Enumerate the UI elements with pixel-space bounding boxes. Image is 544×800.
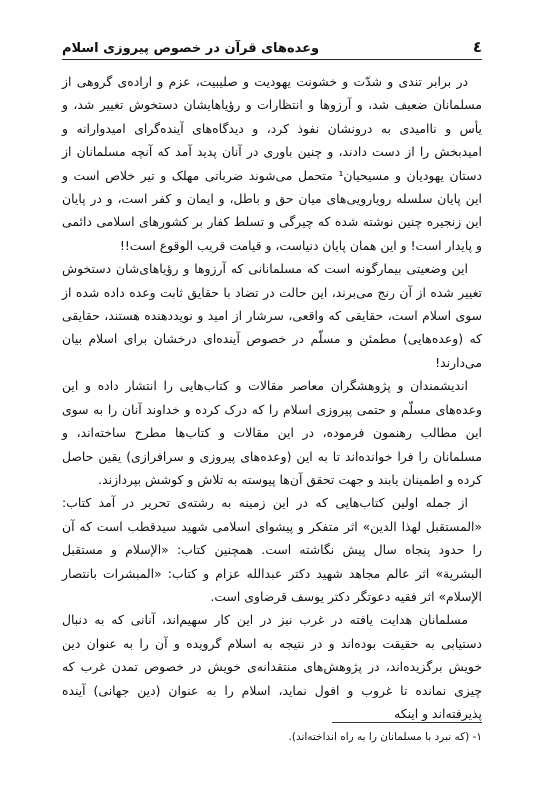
page-header [62, 30, 482, 60]
paragraph: از جمله اولین کتاب‌هایی که در این زمینه به رشته‌ی تحریر در آمد کتاب: «المستقبل لهذا الدین» اثر متفکر و پیشوای اسلامی شهید سیدقطب است که آن را حدود پنجاه سال پیش نگاشته است. همچنین کتاب: «الإسلام و مستقبل البشرية» اثر عالم مجاهد شهید دکتر عبدالله عزام و کتاب: «المبشرات بانتصار الإسلام» اثر فقیه دعوتگر دکتر یوسف قرضاوی است. [62, 495, 482, 604]
footnote: ۱- (که نبرد با مسلمانان را به راه انداخته‌اند). [288, 731, 482, 743]
paragraph: این وضعیتی بیمارگونه است که مسلمانانی که آرزوها و رؤیاهای‌شان دستخوش تغییر شده از آن رنج می‌برند، این حالت در تضاد با حقایق ثابت وعده داده شده از سوی اسلام است، حقایقی که واقعی، سرشار از امید و نویددهنده هستند، حقایقی که (وعده‌هایی) مطمئن و مسلّم در خصوص آینده‌ای درخشان برای اسلام بیان می‌دارند! [62, 261, 482, 370]
page-number: ٤ [472, 38, 482, 56]
paragraph: مسلمانان هدایت یافته در غرب نیز در این کار سهیم‌اند، آنانی که به دنبال دستیابی به حقیقت بوده‌اند و در نتیجه به اسلام گرویده و آن را به عنوان دین خویش برگزیده‌اند، در پژوهش‌های منتقدانه‌ی خویش در خصوص تمدن غرب که چیزی نمانده تا غروب و افول نماید، اسلام را به عنوان (دین جهانی) آینده پذیرفته‌اند و اینکه [62, 612, 482, 721]
paragraph: در برابر تندی و شدّت و خشونت یهودیت و صلیبیت، عزم و اراده‌ی گروهی از مسلمانان ضعیف شد، و آرزوها و انتظارات و رؤیاهایشان دستخوش تغییر شد، و یأس و ناامیدی به درونشان نفوذ کرد، و دیدگاه‌های آینده‌گرای امیدوارانه و امیدبخش را از دست دادند، و چنین باوری در آنان پدید آمد که آنچه مسلمانان از دستان یهودیان و مسیحیان¹ متحمل می‌شوند ضرباتی مهلک و تیر خلاص است و این پایان سلسله رویارویی‌های میان حق و باطل، و ایمان و کفر است، و در پایان این زنجیره چنین نوشته شده که چیرگی و تسلط کفار بر کشورهای اسلامی دائمی و پایدار است! و این همان پایان دنیاست، و قیامت قریب الوقوع است!! [62, 74, 482, 253]
body-text [62, 70, 482, 725]
footnote-divider [332, 722, 482, 723]
running-title: وعده‌های قرآن در خصوص پیروزی اسلام [62, 41, 320, 56]
paragraph: اندیشمندان و پژوهشگران معاصر مقالات و کتاب‌هایی را انتشار داده و این وعده‌های مسلّم و حتمی پیروزی اسلام را که درک کرده و خداوند آنان را به سوی این مطالب رهنمون فرموده، در این مقالات و کتاب‌ها مطرح ساخته‌اند، و مسلمانان را فرا خوانده‌اند تا به این (وعده‌های پیروزی و سرافرازی) یقین حاصل کرده و اطمینان یابند و جهت تحقق آن‌ها پیوسته به تلاش و کوشش بپردازند. [62, 378, 482, 487]
